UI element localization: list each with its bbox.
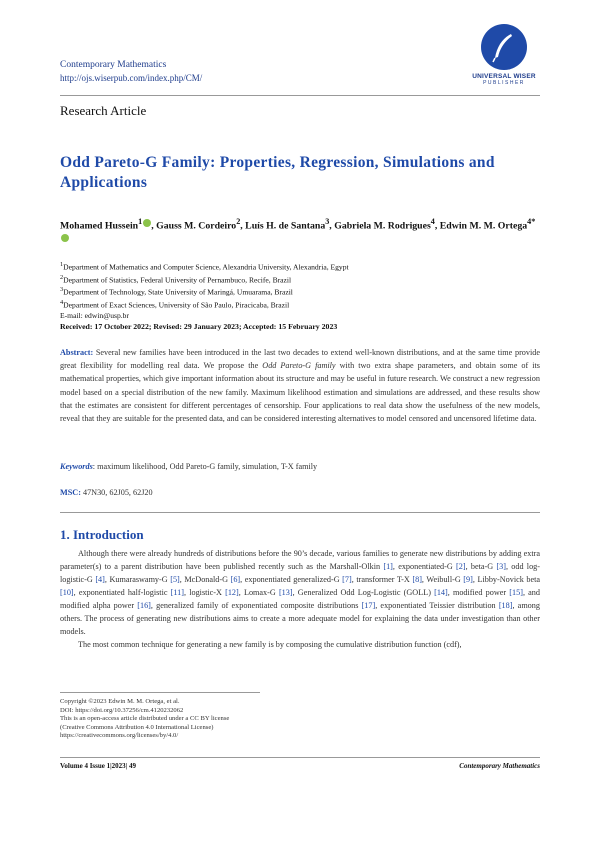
journal-name: Contemporary Mathematics xyxy=(60,60,167,70)
citation-link[interactable]: [1] xyxy=(383,562,393,571)
citation-link[interactable]: [10] xyxy=(60,588,74,597)
citation-link[interactable]: [3] xyxy=(496,562,506,571)
introduction-body xyxy=(60,547,540,651)
orcid-icon[interactable] xyxy=(143,219,151,227)
citation-link[interactable]: [14] xyxy=(434,588,448,597)
affiliation-item: $^3$Department of Technology, State University of Maringá, Umuarama, Brazil xyxy=(60,286,293,297)
footnote-divider xyxy=(60,692,260,693)
section-divider xyxy=(60,512,540,513)
affiliation-item: $^1$Department of Mathematics and Computer Science, Alexandria University, Alexandria, Egypt xyxy=(60,261,349,272)
license-link[interactable]: https://creativecommons.org/licenses/by/4.0/ xyxy=(60,732,179,739)
keywords: Keywords: maximum likelihood, Odd Pareto-G family, simulation, T-X family xyxy=(60,462,318,471)
author-name: , Edwin M. M. Ortega xyxy=(434,220,528,232)
article-type: Research Article xyxy=(60,103,147,118)
abstract-label: Abstract: xyxy=(60,348,94,357)
abstract: Abstract: Several new families have been introduced in the last two decades to extend well-known distributions, and at the same time provide great flexibility for modelling real data. We propose the Odd Pareto-G family with two extra shape parameters, and obtain some of its mathematical properties, which give important information about its structure and may be useful in future research. We construct a new regression model based on a special distribution of the new family. Maximum likelihood estimation and simulations are addressed, and these results show that the estimates are consistent for different percentages of censorship. Four applications to real data show the usefulness of the new models, reveal that they are suitable for the presented data, and can be considered interesting alternatives to model censored and uncensored lifetime data. xyxy=(60,348,540,424)
paragraph: The most common technique for generating a new family is by composing the cumulative distribution function (cdf), xyxy=(78,640,462,649)
volume-issue-page: Volume 4 Issue 1|2023| 49 xyxy=(60,762,136,770)
citation-link[interactable]: [6] xyxy=(230,575,241,584)
author-name: , Luís H. de Santana xyxy=(240,220,326,232)
paragraph: Although there were already hundreds of distributions before the 90’s decade, various families to generate new distributions by adding extra parameter(s) to a parent distribution have been published recently such as the Marshall-Olkin [1], exponentiated-G [2], beta-G [3], odd log-logistic-G [4], Kumaraswamy-G [5], McDonald-G [6], exponentiated generalized-G [7], transformer T-X [8], Weibull-G [9], Libby-Novick beta [10], exponentiated half-logistic [11], logistic-X [12], Lomax-G [13], Generalized Odd Log-Logistic (GOLL) [14], modified power [15], and modified alpha power [16], generalized family of exponentiated composite distributions [17], exponentiated Teissier distribution [18], among others. The process of generating new distributions aims to create a more adequate model for explaining the data under investigation than other models. xyxy=(60,549,541,636)
author-sup: 4* xyxy=(527,217,536,226)
author-sup: 3 xyxy=(325,217,330,226)
affiliation-item: $^4$Department of Exact Sciences, University of São Paulo, Piracicaba, Brazil xyxy=(60,299,290,310)
publisher-logo xyxy=(468,24,540,86)
citation-link[interactable]: [17] xyxy=(361,601,376,610)
author-sup: 1 xyxy=(138,217,143,226)
citation-link[interactable]: [8] xyxy=(412,575,422,584)
author-name: , Gabriela M. Rodrigues xyxy=(329,220,431,232)
author-sup: 4 xyxy=(430,217,435,226)
contact-email[interactable]: E-mail: edwin@usp.br xyxy=(60,310,129,320)
doi-link[interactable]: DOI: https://doi.org/10.37256/cm.4120232062 xyxy=(60,706,184,714)
quill-icon xyxy=(481,24,527,70)
citation-link[interactable]: [15] xyxy=(509,588,523,597)
footer-journal: Contemporary Mathematics xyxy=(459,762,540,770)
citation-link[interactable]: [7] xyxy=(342,575,352,584)
citation-link[interactable]: [11] xyxy=(170,588,184,597)
author-name: , Gauss M. Cordeiro xyxy=(151,220,237,232)
paper-title: Odd Pareto-G Family: Properties, Regression, Simulations and Applications xyxy=(60,154,495,191)
author-sup: 2 xyxy=(236,217,241,226)
submission-dates: Received: 17 October 2022; Revised: 29 January 2023; Accepted: 15 February 2023 xyxy=(60,322,338,331)
logo-name: UNIVERSAL WISER xyxy=(472,73,536,80)
citation-link[interactable]: [12] xyxy=(225,588,239,597)
footer-divider xyxy=(60,757,540,758)
affiliation-item: $^2$Department of Statistics, Federal University of Pernambuco, Recife, Brazil xyxy=(60,273,292,285)
section-heading: 1. Introduction xyxy=(60,527,144,542)
author-name: Mohamed Hussein xyxy=(60,220,139,232)
msc-label: MSC: xyxy=(60,488,81,497)
citation-link[interactable]: [16] xyxy=(137,601,151,610)
logo-subtitle: PUBLISHER xyxy=(483,80,525,86)
journal-url-link[interactable]: http://ojs.wiserpub.com/index.php/CM/ xyxy=(60,73,203,83)
msc-codes: MSC: 47N30, 62J05, 62J20 xyxy=(60,488,153,497)
header-divider xyxy=(60,95,540,96)
orcid-icon[interactable] xyxy=(61,234,69,242)
citation-link[interactable]: [9] xyxy=(463,575,473,584)
copyright-notice: Copyright ©2023 Edwin M. M. Ortega, et al. DOI: https://doi.org/10.37256/cm.4120232062 This is an open-access article distributed under a CC BY license (Creative Commons Attribution 4.0 International License) https://creativecommons.org/licenses/by/4.0/ xyxy=(60,698,230,739)
keywords-label: Keywords xyxy=(60,462,93,471)
citation-link[interactable]: [13] xyxy=(278,588,293,597)
citation-link[interactable]: [18] xyxy=(498,601,513,610)
affiliations xyxy=(60,260,544,321)
author-list xyxy=(60,214,544,248)
citation-link[interactable]: [2] xyxy=(456,562,466,571)
citation-link[interactable]: [5] xyxy=(170,575,180,584)
citation-link[interactable]: [4] xyxy=(95,575,105,584)
